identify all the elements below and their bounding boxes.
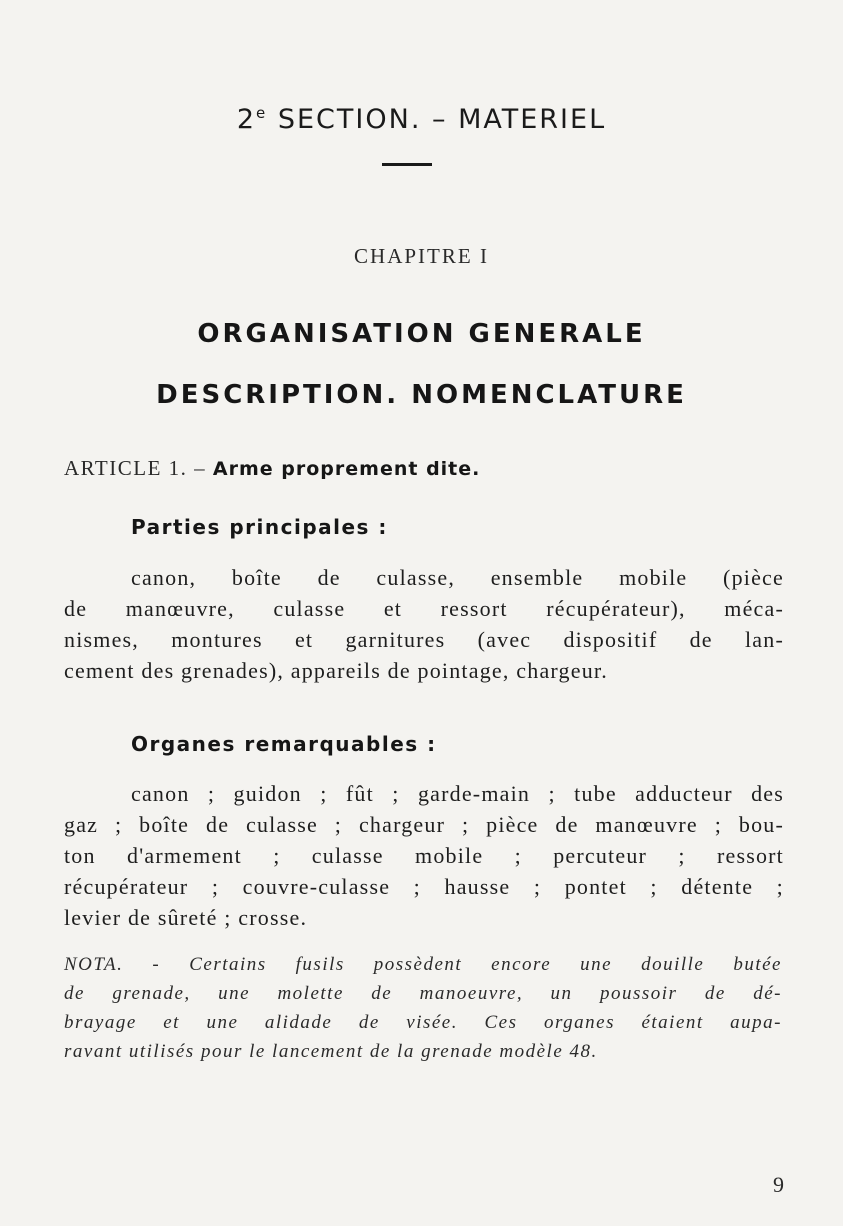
section-number: 2	[236, 104, 257, 135]
text-line: cement des grenades), appareils de pointage, chargeur.	[64, 658, 608, 683]
heading-organisation: ORGANISATION GENERALE	[197, 319, 646, 349]
organes-remarquables-heading: Organes remarquables :	[131, 732, 437, 756]
page-number: 9	[773, 1172, 784, 1197]
text-line: de manœuvre, culasse et ressort récupérateur), méca-	[64, 596, 784, 621]
article-title: Arme proprement dite.	[212, 458, 481, 480]
nota-line: ravant utilisés pour le lancement de la grenade modèle 48.	[64, 1041, 598, 1062]
parties-principales-text	[64, 562, 784, 686]
text-line: levier de sûreté ; crosse.	[64, 905, 308, 930]
heading-description: DESCRIPTION. NOMENCLATURE	[156, 380, 687, 410]
section-title	[0, 104, 843, 135]
text-line: gaz ; boîte de culasse ; chargeur ; pièce de manœuvre ; bou-	[64, 812, 784, 837]
chapter-title: CHAPITRE I	[354, 244, 489, 268]
article-label: ARTICLE 1. –	[64, 456, 213, 480]
article-heading	[64, 456, 480, 481]
section-divider	[382, 163, 432, 166]
nota-line: brayage et une alidade de visée. Ces organes étaient aupa-	[64, 1012, 782, 1033]
nota-line: NOTA. - Certains fusils possèdent encore une douille butée	[64, 954, 782, 975]
organes-remarquables-text	[64, 778, 784, 933]
text-line: récupérateur ; couvre-culasse ; hausse ; pontet ; détente ;	[64, 874, 784, 899]
section-superscript: e	[256, 104, 268, 122]
text-line: canon ; guidon ; fût ; garde-main ; tube adducteur des	[131, 781, 784, 806]
section-title-text: SECTION. – MATERIEL	[267, 104, 607, 135]
nota-line: de grenade, une molette de manoeuvre, un poussoir de dé-	[64, 983, 782, 1004]
parties-principales-heading: Parties principales :	[131, 515, 388, 539]
nota-note	[64, 950, 782, 1066]
text-line: canon, boîte de culasse, ensemble mobile (pièce	[131, 565, 784, 590]
text-line: ton d'armement ; culasse mobile ; percuteur ; ressort	[64, 843, 784, 868]
text-line: nismes, montures et garnitures (avec dispositif de lan-	[64, 627, 784, 652]
